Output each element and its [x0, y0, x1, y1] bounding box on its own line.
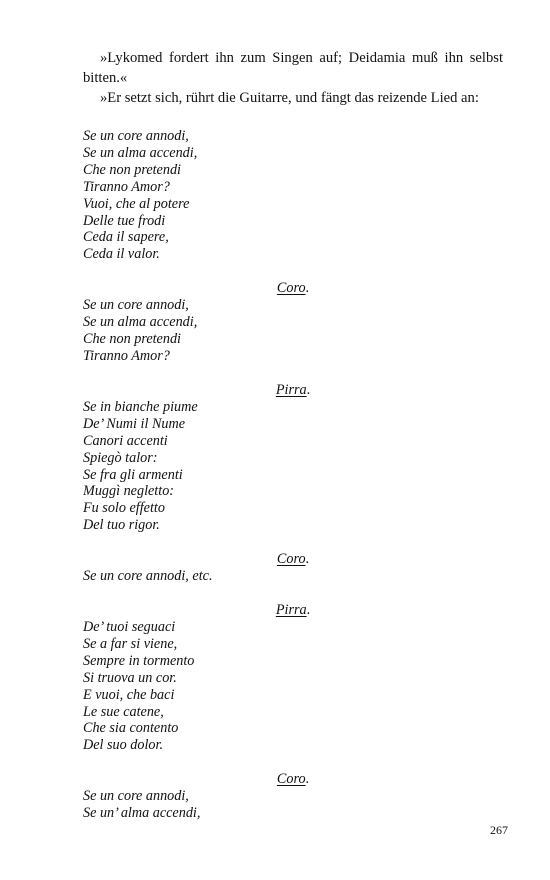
speaker-heading: Coro.: [276, 551, 310, 568]
speaker-name: Coro: [276, 280, 306, 297]
verse-line: Ceda il sapere,: [83, 229, 169, 246]
verse-line: Che non pretendi: [83, 331, 181, 348]
verse-line: De’ tuoi seguaci: [83, 619, 176, 636]
verse-stanza: [83, 399, 503, 534]
verse-line: Se un alma accendi,: [83, 144, 198, 161]
verse-line: Se un core annodi, etc.: [83, 568, 213, 585]
verse-line: Muggì negletto:: [83, 483, 175, 500]
verse-line: Se un alma accendi,: [83, 314, 198, 331]
verse-stanza: [83, 297, 503, 365]
prose-paragraph: »Er setzt sich, rührt die Guitarre, und fängt das reizende Lied an:: [100, 90, 479, 106]
speaker-name: Coro: [276, 551, 306, 568]
verse-line: Se un core annodi,: [83, 788, 189, 805]
spacer: [83, 534, 503, 551]
speaker-name: Pirra: [275, 602, 307, 619]
verse-line: Tiranno Amor?: [83, 178, 170, 195]
verse-line: Fu solo effetto: [83, 500, 165, 517]
verse-stanza: [83, 788, 503, 822]
speaker-name: Coro: [276, 771, 306, 788]
verse-line: Se un core annodi,: [83, 297, 189, 314]
verse-line: Se fra gli armenti: [83, 466, 183, 483]
verse-line: Che non pretendi: [83, 161, 181, 178]
verse-line: Le sue catene,: [83, 703, 164, 720]
spacer: [83, 365, 503, 382]
verse-line: Se un’ alma accendi,: [83, 805, 201, 822]
speaker-heading: Pirra.: [275, 381, 311, 398]
verse-line: Delle tue frodi: [83, 212, 166, 229]
speaker-heading: Coro.: [276, 280, 310, 297]
verse-stanza: [83, 128, 503, 263]
verse-stanza: [83, 619, 503, 754]
verse-stanza: [83, 568, 503, 585]
verse-line: Sempre in tormento: [83, 652, 195, 669]
verse-line: Del tuo rigor.: [83, 517, 160, 534]
verse-line: Se a far si viene,: [83, 635, 178, 652]
verse-line: Se un core annodi,: [83, 128, 189, 144]
verse-line: Che sia contento: [83, 720, 179, 737]
spacer: [83, 108, 503, 128]
book-page: [83, 48, 503, 822]
verse-line: E vuoi, che baci: [83, 686, 175, 703]
speaker-heading: Coro.: [276, 771, 310, 788]
prose-paragraph: »Lykomed fordert ihn zum Singen auf; Deidamia muß ihn selbst bitten.«: [83, 50, 503, 86]
verse-line: Se in bianche piume: [83, 398, 198, 415]
verse-line: De’ Numi il Nume: [83, 415, 186, 432]
verse-line: Si truova un cor.: [83, 669, 177, 686]
spacer: [83, 754, 503, 771]
speaker-name: Pirra: [275, 381, 307, 398]
verse-line: Ceda il valor.: [83, 246, 160, 263]
verse-line: Spiegò talor:: [83, 449, 158, 466]
verse-line: Tiranno Amor?: [83, 347, 170, 364]
verse-line: Vuoi, che al potere: [83, 195, 190, 212]
verse-line: Canori accenti: [83, 432, 168, 449]
page-number: 267: [490, 823, 508, 837]
verse-line: Del suo dolor.: [83, 737, 164, 754]
spacer: [83, 263, 503, 280]
spacer: [83, 585, 503, 602]
speaker-heading: Pirra.: [275, 602, 311, 619]
